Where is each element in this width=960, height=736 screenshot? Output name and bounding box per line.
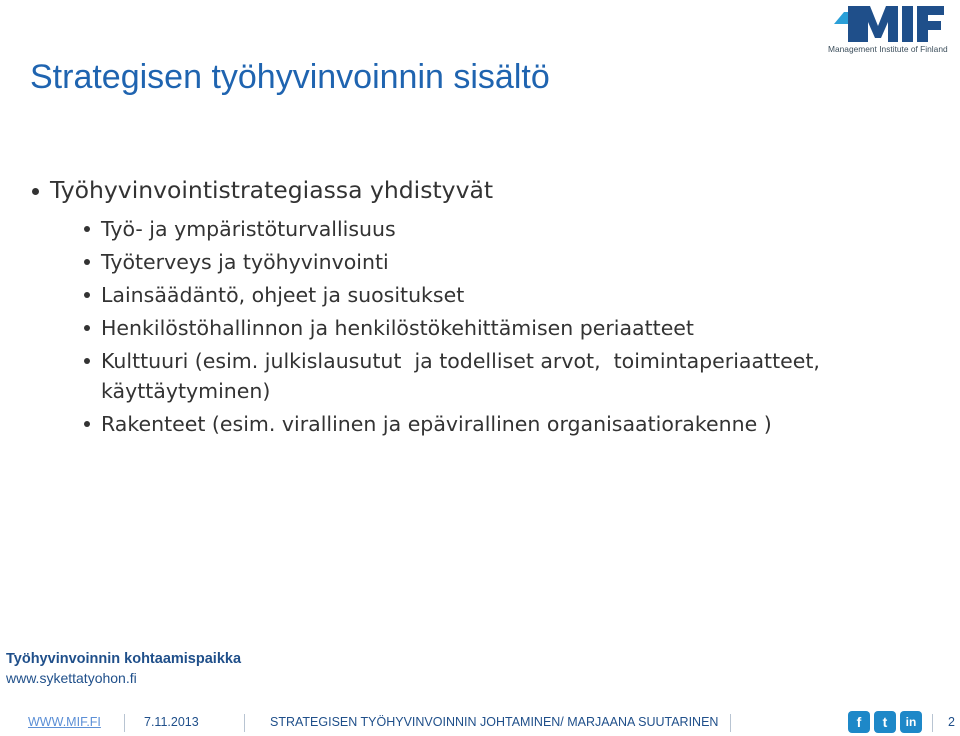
list-item-text: Lainsäädäntö, ohjeet ja suositukset xyxy=(101,283,465,307)
bullet-dot-icon xyxy=(84,421,90,427)
bullet-dot-icon xyxy=(84,292,90,298)
footer-tagline: Työhyvinvoinnin kohtaamispaikka xyxy=(6,651,242,667)
bottom-bar xyxy=(0,708,960,736)
list-item-text: Henkilöstöhallinnon ja henkilöstökehittämisen periaatteet xyxy=(101,316,694,340)
bullet-dot-icon xyxy=(84,358,90,364)
divider xyxy=(730,714,731,732)
list-item-text: Työterveys ja työhyvinvointi xyxy=(101,250,389,274)
footer-date: 7.11.2013 xyxy=(144,715,199,729)
bullet-dot-icon xyxy=(32,188,39,195)
linkedin-icon[interactable]: in xyxy=(900,711,922,733)
footer-site[interactable]: www.sykettatyohon.fi xyxy=(6,670,137,686)
logo-subtitle: Management Institute of Finland xyxy=(828,44,948,54)
bullet-dot-icon xyxy=(84,325,90,331)
footer-info xyxy=(6,650,241,688)
divider xyxy=(124,714,125,732)
twitter-icon[interactable]: t xyxy=(874,711,896,733)
slide-title: Strategisen työhyvinvoinnin sisältö xyxy=(30,58,550,96)
bullet-dot-icon xyxy=(84,226,90,232)
mif-logo xyxy=(826,4,954,56)
list-item-text: Rakenteet (esim. virallinen ja epävirallinen organisaatiorakenne ) xyxy=(101,412,772,436)
facebook-icon[interactable]: f xyxy=(848,711,870,733)
mif-logo-mark xyxy=(826,4,954,44)
list-item-text: käyttäytyminen) xyxy=(101,379,271,403)
bullet-dot-icon xyxy=(84,259,90,265)
divider xyxy=(244,714,245,732)
footer-caption: STRATEGISEN TYÖHYVINVOINNIN JOHTAMINEN/ MARJAANA SUUTARINEN xyxy=(270,715,719,729)
divider xyxy=(932,714,933,732)
heading-bullet-text: Työhyvinvointistrategiassa yhdistyvät xyxy=(50,176,494,204)
footer-link[interactable]: WWW.MIF.FI xyxy=(28,715,101,729)
page-number: 2 xyxy=(948,715,955,729)
list-item-text: Kulttuuri (esim. julkislausutut ja todelliset arvot, toimintaperiaatteet, xyxy=(101,349,820,373)
list-item-text: Työ- ja ympäristöturvallisuus xyxy=(101,217,396,241)
